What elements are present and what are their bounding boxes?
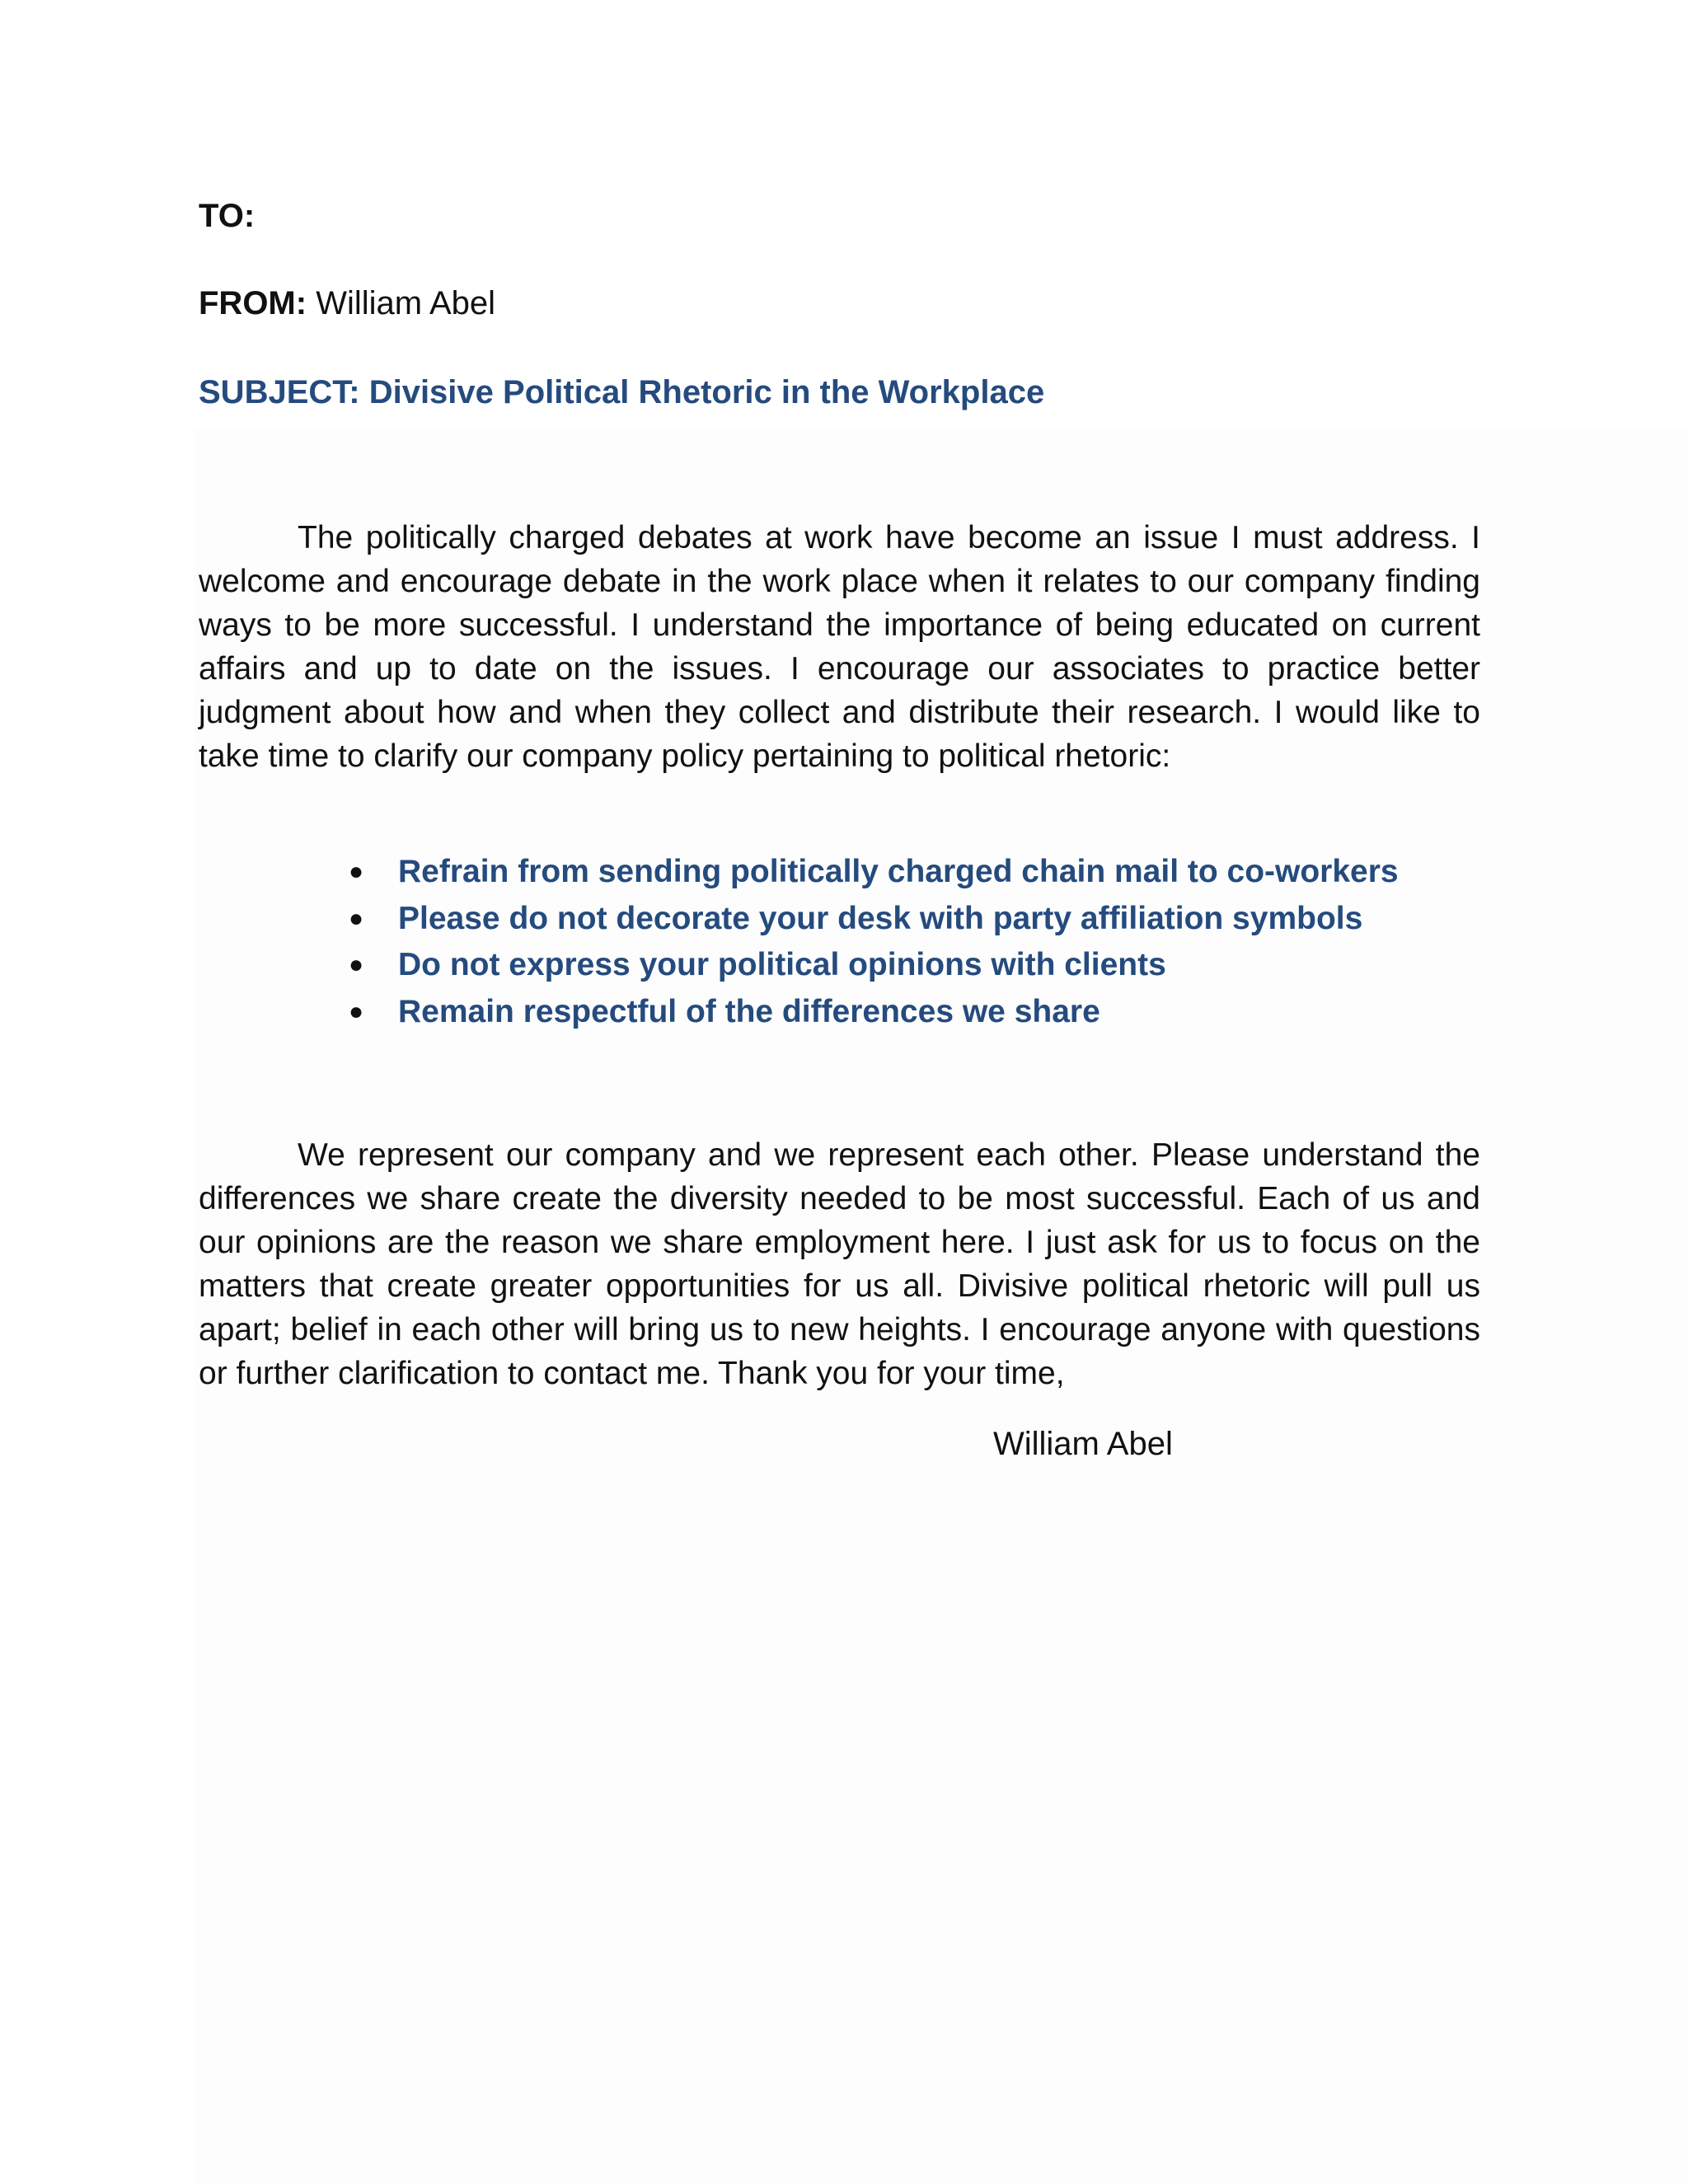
policy-item-text: Refrain from sending politically charged chain mail to co-workers	[398, 854, 1399, 889]
bullet-icon: ●	[349, 858, 364, 885]
list-item	[346, 849, 1399, 896]
list-item	[346, 989, 1399, 1036]
to-line	[199, 196, 255, 236]
subject-line	[199, 373, 1044, 412]
policy-item-text: Do not express your political opinions with clients	[398, 947, 1166, 982]
list-item	[346, 896, 1399, 943]
bullet-icon: ●	[349, 997, 364, 1025]
bullet-icon: ●	[349, 904, 364, 932]
closing-paragraph: We represent our company and we represent each other. Please understand the differences we share create the diversity needed to be most successful. Each of us and our opinions are the reason we share employment here. I just ask for us to focus on the matters that create greater opportunities for us all. Divisive political rhetoric will pull us apart; belief in each other will bring us to new heights. I encourage anyone with questions or further clarification to contact me. Thank you for your time,	[199, 1137, 1480, 1391]
policy-item-text: Please do not decorate your desk with party affiliation symbols	[398, 900, 1363, 936]
signature: William Abel	[993, 1426, 1173, 1462]
policy-item-text: Remain respectful of the differences we share	[398, 993, 1100, 1029]
intro-paragraph: The politically charged debates at work have become an issue I must address. I welcome and encourage debate in the work place when it relates to our company finding ways to be more successful. I understand the importance of being educated on current affairs and up to date on the issues. I encourage our associates to practice better judgment about how and when they collect and distribute their research. I would like to take time to clarify our company policy pertaining to political rhetoric:	[199, 520, 1480, 774]
from-label: FROM:	[199, 285, 307, 321]
policy-list	[346, 849, 1399, 1035]
list-item	[346, 942, 1399, 989]
bullet-icon: ●	[349, 951, 364, 978]
from-value: William Abel	[316, 285, 496, 321]
subject-text: SUBJECT: Divisive Political Rhetoric in the Workplace	[199, 374, 1045, 410]
from-line	[199, 284, 495, 323]
to-label: TO:	[199, 198, 256, 234]
